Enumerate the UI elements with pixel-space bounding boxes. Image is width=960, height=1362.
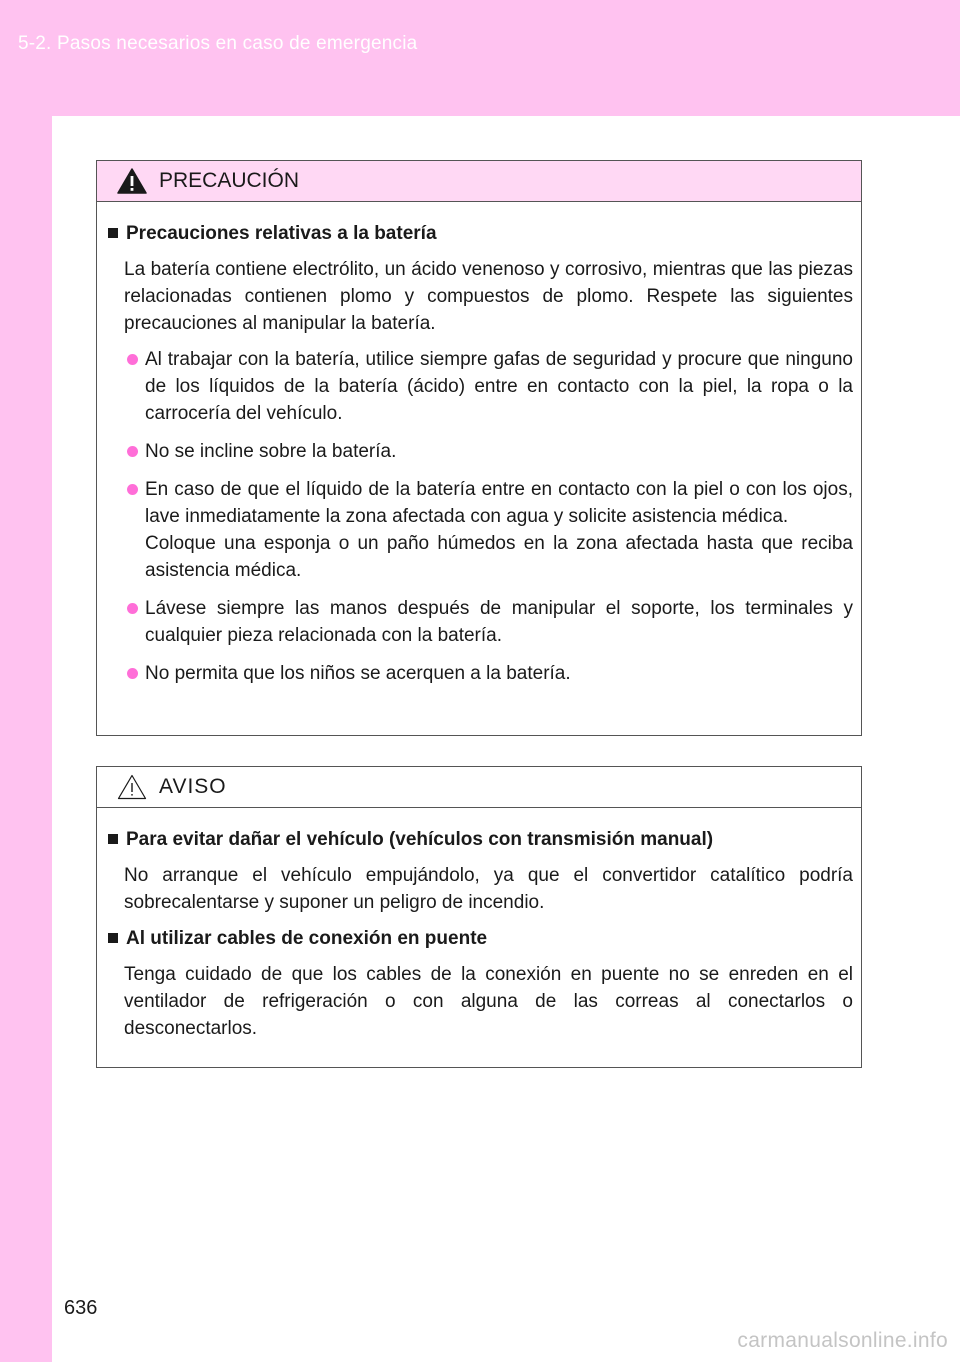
caution-box-header xyxy=(97,161,861,202)
caution-bullet xyxy=(145,438,853,465)
side-band xyxy=(0,116,52,1362)
square-bullet-icon xyxy=(108,228,118,238)
caution-bullet-text: Lávese siempre las manos después de manipular el soporte, los terminales y cualquier pieza relacionada con la batería. xyxy=(145,598,853,646)
page-number: 636 xyxy=(64,1297,98,1319)
notice-heading xyxy=(107,826,853,853)
notice-text: Tenga cuidado de que los cables de la conexión en puente no se enreden en el ventilador de refrigeración o con alguna de las correas al conectarlos o desconectarlos. xyxy=(124,964,853,1039)
caution-bullet-text: No se incline sobre la batería. xyxy=(145,441,397,462)
round-bullet-icon xyxy=(127,354,138,365)
caution-box-body xyxy=(97,202,861,687)
section-header: 5-2. Pasos necesarios en caso de emergencia xyxy=(18,33,418,54)
notice-heading-text: Al utilizar cables de conexión en puente xyxy=(126,928,488,949)
square-bullet-icon xyxy=(108,933,118,943)
caution-bullet xyxy=(145,476,853,584)
warning-triangle-outline-icon xyxy=(117,774,147,800)
round-bullet-icon xyxy=(127,668,138,679)
round-bullet-icon xyxy=(127,446,138,457)
header-band xyxy=(0,0,960,116)
caution-heading xyxy=(107,220,853,247)
caution-title: PRECAUCIÓN xyxy=(159,169,300,192)
caution-bullet-text: En caso de que el líquido de la batería entre en contacto con la piel o con los ojos, lave inmediatamente la zona afectada con agua y solicite asistencia médica. xyxy=(145,479,853,527)
caution-heading-text: Precauciones relativas a la batería xyxy=(126,223,437,244)
notice-box xyxy=(96,766,862,1068)
notice-heading xyxy=(107,925,853,952)
square-bullet-icon xyxy=(108,834,118,844)
caution-bullet xyxy=(145,660,853,687)
caution-bullet xyxy=(145,595,853,649)
round-bullet-icon xyxy=(127,603,138,614)
notice-title: AVISO xyxy=(159,775,227,798)
caution-bullet-text: Coloque una esponja o un paño húmedos en la zona afectada hasta que reciba asistencia médica. xyxy=(145,533,853,581)
caution-bullet-text: Al trabajar con la batería, utilice siempre gafas de seguridad y procure que ninguno de los líquidos de la batería (ácido) entre en contacto con la piel, la ropa o la carrocería del vehículo. xyxy=(145,349,853,424)
round-bullet-icon xyxy=(127,484,138,495)
notice-heading-text: Para evitar dañar el vehículo (vehículos con transmisión manual) xyxy=(126,829,714,850)
caution-intro: La batería contiene electrólito, un ácido venenoso y corrosivo, mientras que las piezas relacionadas contienen plomo y compuestos de plomo. Respete las siguientes precauciones al manipular la batería. xyxy=(124,259,853,334)
caution-bullet xyxy=(145,346,853,427)
caution-box xyxy=(96,160,862,736)
notice-box-header xyxy=(97,767,861,808)
warning-triangle-filled-icon xyxy=(117,168,147,194)
notice-box-body xyxy=(97,808,861,1042)
notice-text: No arranque el vehículo empujándolo, ya que el convertidor catalítico podría sobrecalentarse y suponer un peligro de incendio. xyxy=(124,865,853,913)
watermark: carmanualsonline.info xyxy=(737,1329,948,1352)
caution-bullet-text: No permita que los niños se acerquen a la batería. xyxy=(145,663,571,684)
